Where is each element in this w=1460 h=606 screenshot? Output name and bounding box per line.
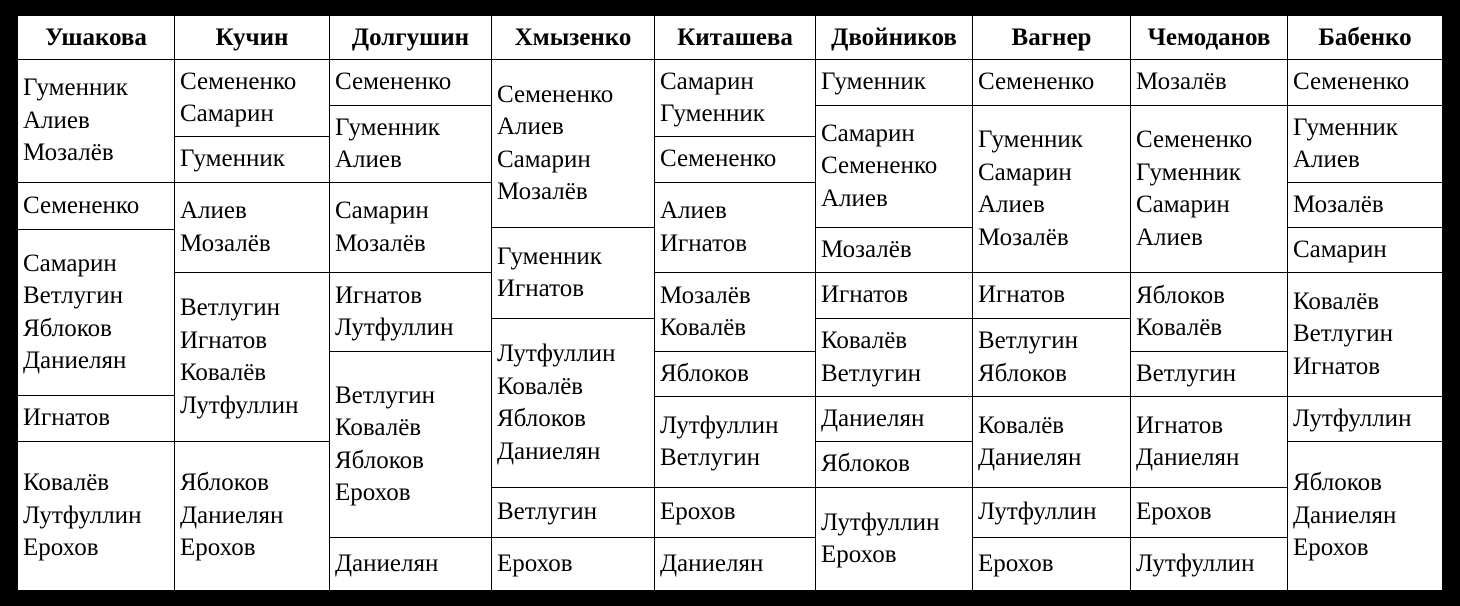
table-column	[1287, 16, 1442, 590]
surname: Лутфуллин	[180, 391, 299, 419]
surname: Яблоков	[1136, 281, 1225, 309]
table-cell	[1131, 396, 1287, 487]
table-cell	[816, 396, 972, 441]
surname: Игнатов	[821, 281, 909, 309]
surname: Мозалёв	[1293, 190, 1384, 218]
table-cell	[816, 105, 972, 227]
surname: Даниелян	[23, 347, 127, 374]
surname: Яблоков	[660, 359, 749, 387]
table-cell	[973, 60, 1130, 105]
surname: Ерохов	[180, 534, 256, 562]
surname: Даниелян	[1136, 444, 1240, 471]
surname: Яблоков	[497, 405, 586, 432]
surname: Мозалёв	[660, 281, 751, 309]
surname: Гуменник	[821, 68, 926, 96]
table-cell	[1131, 487, 1287, 537]
table-column	[1130, 16, 1287, 590]
table-cell	[18, 395, 174, 441]
surname: Самарин	[1293, 235, 1387, 263]
table-cell	[655, 60, 815, 136]
surname: Семененко	[821, 152, 938, 180]
table-cell	[330, 182, 491, 272]
table-cell	[175, 60, 329, 136]
table-cell	[330, 537, 491, 590]
table-cell	[816, 318, 972, 396]
column-header: Ушакова	[18, 16, 174, 60]
table-cell	[655, 396, 815, 487]
surname: Ерохов	[23, 534, 99, 562]
column-header: Двойников	[816, 16, 972, 60]
surname: Мозалёв	[335, 229, 426, 257]
surname: Ковалёв	[23, 469, 110, 497]
surname: Гуменник	[497, 242, 602, 270]
surname: Даниелян	[497, 437, 601, 465]
surname: Алиев	[335, 146, 402, 173]
table-cell	[1288, 60, 1442, 105]
table-cell	[492, 487, 654, 537]
table-cell	[816, 227, 972, 272]
table-cell	[1131, 60, 1287, 105]
table-cell	[973, 487, 1130, 537]
table-cell	[175, 441, 329, 590]
surname: Ковалёв	[335, 414, 422, 441]
surname: Игнатов	[978, 281, 1066, 309]
surname: Ковалёв	[180, 359, 267, 386]
table-cell	[492, 537, 654, 590]
surname: Мозалёв	[821, 235, 912, 263]
surname: Гуменник	[660, 100, 765, 127]
surname: Самарин	[978, 158, 1072, 186]
table-cell	[1131, 351, 1287, 396]
surname: Мозалёв	[1136, 68, 1227, 96]
surname: Самарин	[497, 145, 591, 173]
ranking-table	[18, 16, 1442, 590]
surname: Гуменник	[180, 145, 285, 173]
surname: Гуменник	[1293, 113, 1398, 141]
table-cell	[1288, 105, 1442, 182]
column-header: Вагнер	[973, 16, 1130, 60]
surname: Ветлугин	[23, 282, 124, 309]
surname: Самарин	[1136, 191, 1230, 218]
surname: Алиев	[1293, 146, 1360, 173]
table-cell	[655, 351, 815, 396]
table-column	[815, 16, 972, 590]
surname: Игнатов	[1293, 352, 1381, 380]
surname: Алиев	[660, 197, 727, 224]
surname: Семененко	[1136, 126, 1253, 153]
surname: Алиев	[23, 106, 90, 134]
surname: Семененко	[335, 68, 452, 96]
surname: Яблоков	[978, 359, 1067, 387]
surname: Алиев	[497, 113, 564, 140]
surname: Лутфуллин	[821, 508, 940, 536]
surname: Алиев	[978, 191, 1045, 218]
surname: Самарин	[180, 100, 274, 127]
table-cell	[973, 396, 1130, 487]
surname: Игнатов	[497, 275, 585, 302]
surname: Лутфуллин	[1136, 549, 1255, 577]
column-header: Бабенко	[1288, 16, 1442, 60]
table-cell	[330, 351, 491, 537]
surname: Лутфуллин	[1293, 404, 1412, 432]
table-cell	[973, 105, 1130, 272]
surname: Даниелян	[1293, 501, 1397, 529]
surname: Алиев	[821, 184, 888, 212]
table-cell	[655, 537, 815, 590]
surname: Мозалёв	[978, 223, 1069, 251]
surname: Игнатов	[335, 281, 423, 309]
table-cell	[973, 272, 1130, 318]
table-cell	[175, 272, 329, 441]
surname: Мозалёв	[497, 178, 588, 205]
table-cell	[1131, 537, 1287, 590]
surname: Ерохов	[1136, 498, 1212, 526]
table-cell	[973, 537, 1130, 590]
surname: Даниелян	[180, 501, 284, 529]
surname: Даниелян	[660, 549, 764, 577]
surname: Самарин	[821, 119, 915, 147]
surname: Лутфуллин	[660, 411, 779, 439]
table-column	[491, 16, 654, 590]
surname: Игнатов	[23, 404, 111, 432]
surname: Лутфуллин	[23, 501, 142, 529]
table-column	[18, 16, 174, 590]
surname: Семененко	[978, 68, 1095, 96]
surname: Семененко	[180, 67, 297, 95]
surname: Яблоков	[180, 469, 269, 497]
table-cell	[492, 318, 654, 487]
column-header: Киташева	[655, 16, 815, 60]
table-cell	[1288, 441, 1442, 590]
surname: Гуменник	[1136, 158, 1241, 186]
surname: Семененко	[660, 145, 777, 173]
table-cell	[655, 182, 815, 272]
table-cell	[492, 60, 654, 227]
table-cell	[1288, 227, 1442, 272]
surname: Ерохов	[1293, 534, 1369, 562]
surname: Алиев	[1136, 223, 1203, 251]
surname: Ветлугин	[180, 294, 281, 321]
table-cell	[816, 487, 972, 590]
surname: Самарин	[335, 197, 429, 224]
table-column	[654, 16, 815, 590]
surname: Семененко	[497, 80, 614, 108]
table-cell	[18, 441, 174, 590]
surname: Яблоков	[1293, 469, 1382, 497]
table-cell	[655, 272, 815, 351]
column-header: Чемоданов	[1131, 16, 1287, 60]
surname: Лутфуллин	[978, 498, 1097, 526]
surname: Яблоков	[335, 446, 424, 474]
surname: Ковалёв	[1293, 287, 1380, 315]
table-cell	[1288, 272, 1442, 396]
surname: Самарин	[660, 67, 754, 95]
table-column	[174, 16, 329, 590]
surname: Ветлугин	[978, 327, 1079, 354]
surname: Игнатов	[660, 229, 748, 257]
surname: Даниелян	[978, 444, 1082, 471]
surname: Даниелян	[821, 404, 925, 432]
surname: Самарин	[23, 249, 117, 277]
table-cell	[816, 272, 972, 318]
table-cell	[1131, 105, 1287, 272]
column-header: Долгушин	[330, 16, 491, 60]
surname: Ветлугин	[335, 381, 436, 409]
surname: Гуменник	[23, 74, 128, 102]
table-cell	[1288, 182, 1442, 227]
surname: Семененко	[1293, 68, 1410, 96]
surname: Мозалёв	[23, 139, 114, 167]
table-cell	[973, 318, 1130, 396]
surname: Мозалёв	[180, 229, 271, 257]
surname: Ерохов	[335, 479, 411, 506]
surname: Ветлугин	[660, 444, 761, 471]
surname: Ковалёв	[1136, 314, 1223, 341]
surname: Семененко	[23, 191, 140, 219]
surname: Ковалёв	[978, 411, 1065, 439]
table-cell	[330, 60, 491, 105]
surname: Гуменник	[335, 113, 440, 141]
table-cell	[330, 272, 491, 351]
surname: Ерохов	[978, 549, 1054, 577]
column-header: Хмызенко	[492, 16, 654, 60]
table-cell	[175, 182, 329, 272]
surname: Ковалёв	[821, 327, 908, 354]
surname: Ковалёв	[497, 372, 584, 400]
surname: Яблоков	[23, 314, 112, 342]
surname: Лутфуллин	[335, 314, 454, 341]
table-column	[329, 16, 491, 590]
table-cell	[18, 182, 174, 229]
surname: Ковалёв	[660, 314, 747, 341]
table-cell	[175, 136, 329, 182]
surname: Гуменник	[978, 126, 1083, 153]
surname: Ветлугин	[821, 359, 922, 387]
surname: Яблоков	[821, 450, 910, 478]
table-cell	[18, 60, 174, 182]
table-cell	[1131, 272, 1287, 351]
column-header: Кучин	[175, 16, 329, 60]
surname: Игнатов	[1136, 411, 1224, 439]
surname: Игнатов	[180, 326, 268, 354]
table-cell	[492, 227, 654, 318]
surname: Ветлугин	[497, 498, 598, 526]
table-cell	[330, 105, 491, 182]
surname: Ветлугин	[1293, 320, 1394, 348]
surname: Ветлугин	[1136, 359, 1237, 387]
surname: Лутфуллин	[497, 340, 616, 367]
surname: Ерохов	[821, 541, 897, 568]
table-cell	[655, 136, 815, 182]
table-cell	[18, 229, 174, 395]
surname: Алиев	[180, 197, 247, 224]
table-cell	[816, 60, 972, 105]
surname: Ерохов	[497, 549, 573, 577]
table-cell	[1288, 396, 1442, 441]
table-cell	[816, 441, 972, 487]
surname: Даниелян	[335, 549, 439, 577]
table-column	[972, 16, 1130, 590]
surname: Ерохов	[660, 498, 736, 526]
table-cell	[655, 487, 815, 537]
